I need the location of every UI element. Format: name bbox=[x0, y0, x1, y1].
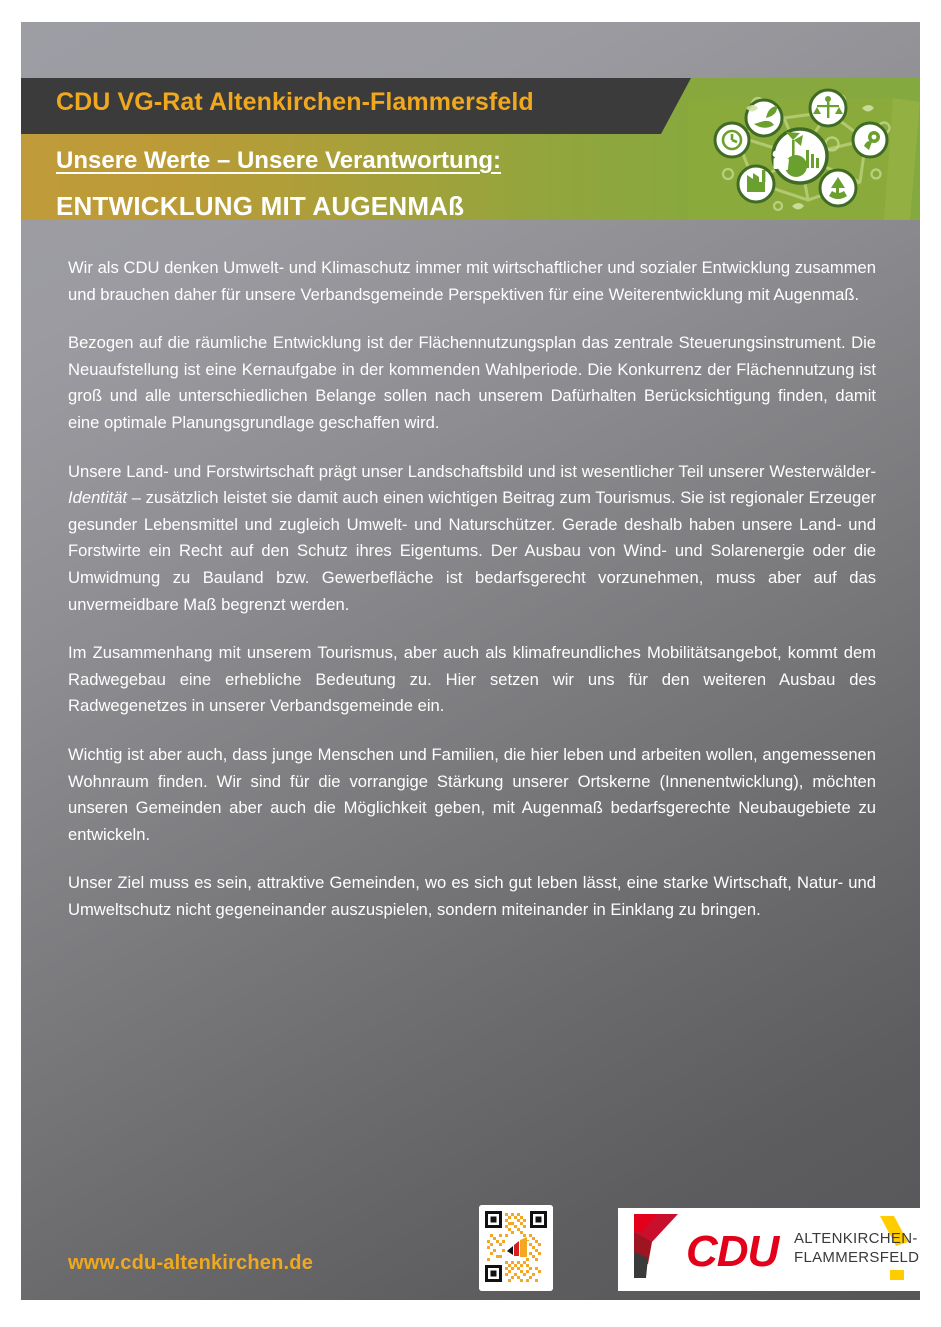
poster-subtitle: Unsere Werte – Unsere Verantwortung: bbox=[56, 147, 502, 174]
qr-code[interactable] bbox=[479, 1205, 553, 1291]
paragraph-text: Unsere Land- und Forstwirtschaft prägt unser Landschaftsbild und ist wesentlicher Teil unserer Westerwälder- bbox=[68, 461, 876, 481]
paragraph-text: Wir als CDU denken Umwelt- und Klimaschutz immer mit wirtschaftlicher und sozialer Entwicklung zusammen und brauchen daher für unsere Verbandsgemeinde Perspektiven für eine Weiterentwicklung mit Augenmaß. bbox=[68, 258, 876, 304]
header-band bbox=[21, 78, 920, 220]
website-url[interactable]: www.cdu-altenkirchen.de bbox=[68, 1252, 314, 1274]
emphasis-text: Identität bbox=[68, 488, 128, 508]
paragraph-text: – zusätzlich leistet sie damit auch einen wichtigen Beitrag zum Tourismus. Sie ist regionaler Erzeuger gesunder Lebensmittel und zugleich Umwelt- und Naturschützer. Gerade deshalb haben unsere Land- und Forstwirte ein Recht auf den Schutz ihres Eigentums. Der Ausbau von Wind- und Solarenergie oder die Umwidmung zu Bauland bzw. Gewerbefläche ist bedarfsgerecht vorzunehmen, muss aber auf das unvermeidbare Maß begrenzt werden. bbox=[68, 488, 876, 614]
cdu-logo-place-line1: ALTENKIRCHEN- bbox=[794, 1230, 918, 1247]
paragraph-text: Bezogen auf die räumliche Entwicklung ist der Flächennutzungsplan das zentrale Steuerungsinstrument. Die Neuaufstellung ist eine Kernaufgabe in der kommenden Wahlperiode. Die Konkurrenz der Flächennutzung ist groß und alle unterschiedlichen Belange sollen nach unserem Dafürhalten Berücksichtigung finden, damit eine optimale Planungsgrundlage geschaffen wird. bbox=[68, 333, 876, 432]
cdu-logo-place-line2: FLAMMERSFELD bbox=[794, 1249, 920, 1266]
organization-title: CDU VG-Rat Altenkirchen-Flammersfeld bbox=[56, 88, 534, 116]
body-paragraph bbox=[68, 255, 876, 308]
sustainability-network-illustration bbox=[688, 78, 920, 220]
body-paragraph bbox=[68, 742, 876, 848]
body-paragraph bbox=[68, 330, 876, 436]
paragraph-text: Im Zusammenhang mit unserem Tourismus, aber auch als klimafreundliches Mobilitätsangebot, kommt dem Radwegebau eine erhebliche Bedeutung zu. Hier setzen wir uns für den weiteren Ausbau des Radwegenetzes in unserer Verbandsgemeinde ein. bbox=[68, 643, 876, 716]
poster-headline: ENTWICKLUNG MIT AUGENMAß bbox=[56, 191, 465, 220]
svg-text:CDU: CDU bbox=[686, 1227, 779, 1276]
cdu-logo bbox=[618, 1208, 920, 1291]
paragraph-text: Wichtig ist aber auch, dass junge Menschen und Familien, die hier leben und arbeiten wollen, angemessenen Wohnraum finden. Wir sind für die vorrangige Stärkung unserer Ortskerne (Innenentwicklung), möchten unseren Gemeinden aber auch die Möglichkeit geben, mit Augenmaß bedarfsgerechte Neubaugebiete zu entwickeln. bbox=[68, 744, 876, 844]
body-paragraph bbox=[68, 459, 876, 619]
body-paragraph bbox=[68, 870, 876, 923]
body-copy bbox=[68, 255, 876, 923]
body-paragraph bbox=[68, 640, 876, 720]
poster-sheet bbox=[21, 22, 920, 1300]
cdu-logo-place bbox=[794, 1229, 919, 1267]
paragraph-text: Unser Ziel muss es sein, attraktive Gemeinden, wo es sich gut leben lässt, eine starke Wirtschaft, Natur- und Umweltschutz nicht gegeneinander auszuspielen, sondern miteinander in Einklang zu bringen. bbox=[68, 873, 876, 919]
